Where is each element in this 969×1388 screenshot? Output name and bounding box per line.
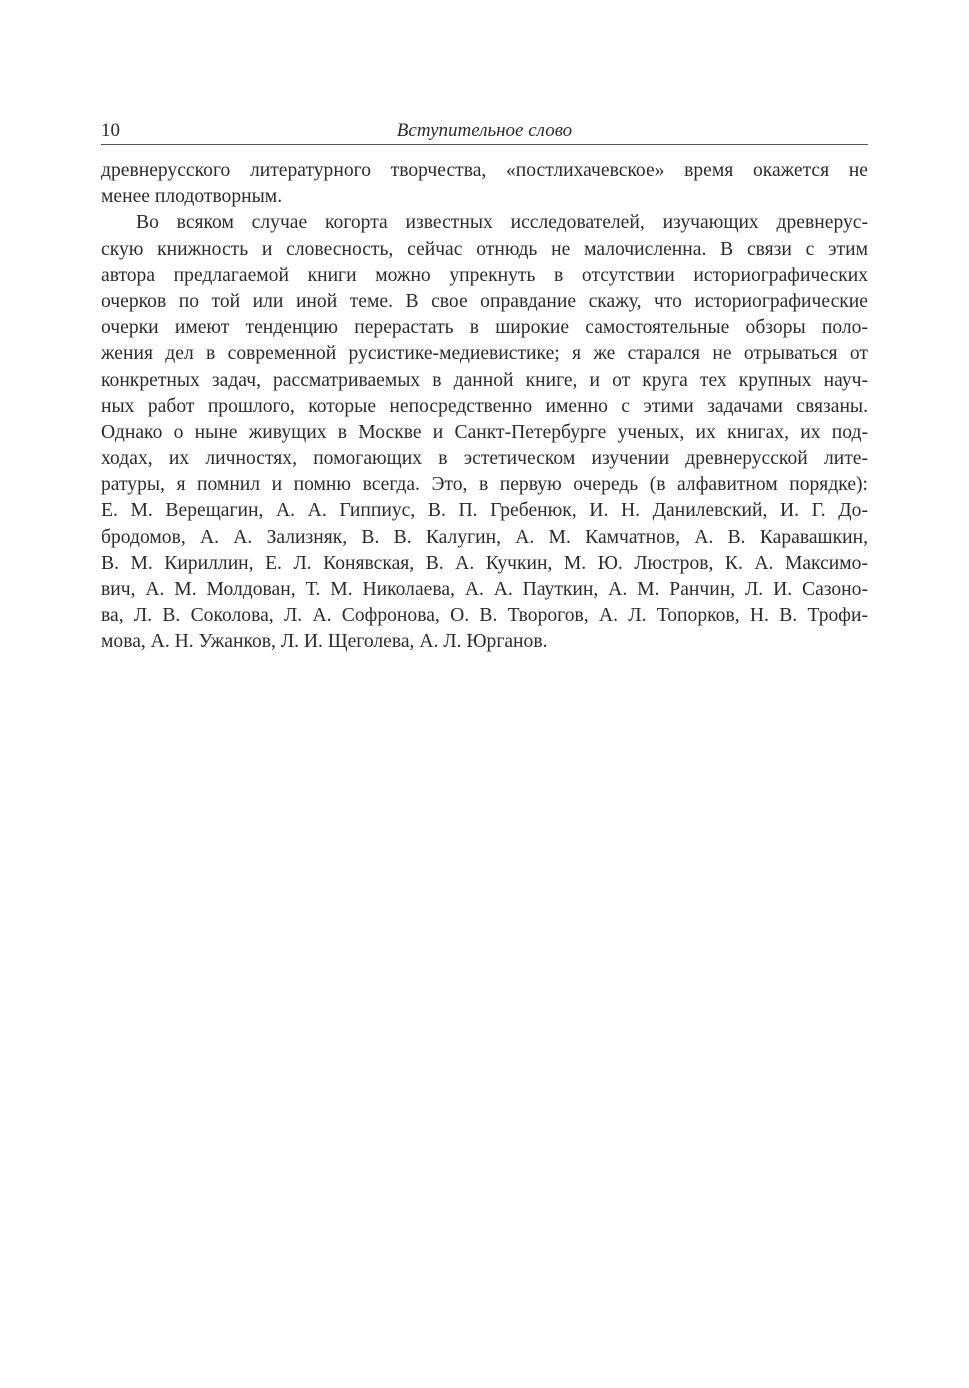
text-line: мова, А. Н. Ужанков, Л. И. Щеголева, А. Л. Юрганов. [101, 631, 548, 653]
text-line: Однако о ныне живущих в Москве и Санкт-Петербурге ученых, их книгах, их под- [101, 421, 868, 443]
running-title: Вступительное слово [396, 120, 573, 141]
book-page [101, 118, 868, 656]
text-line: жения дел в современной русистике-медиевистике; я же старался не отрываться от [101, 343, 868, 365]
paragraph-1 [101, 158, 868, 210]
text-line: ных работ прошлого, которые непосредственно именно с этими задачами связаны. [101, 395, 868, 417]
text-line: ва, Л. В. Соколова, Л. А. Софронова, О. В. Творогов, А. Л. Топорков, Н. В. Трофи- [101, 605, 868, 627]
text-line: ратуры, я помнил и помню всегда. Это, в первую очередь (в алфавитном порядке): [101, 474, 868, 496]
text-line: очерки имеют тенденцию перерастать в широкие самостоятельные обзоры поло- [101, 317, 868, 339]
page-number: 10 [101, 120, 120, 141]
text-line: бродомов, А. А. Зализняк, В. В. Калугин, А. М. Камчатнов, А. В. Каравашкин, [101, 526, 868, 548]
text-line: скую книжность и словесность, сейчас отнюдь не малочисленна. В связи с этим [101, 238, 868, 260]
text-line: Е. М. Верещагин, А. А. Гиппиус, В. П. Гребенюк, И. Н. Данилевский, И. Г. До- [101, 500, 868, 522]
text-line: древнерусского литературного творчества, «постлихачевское» время окажется не [101, 160, 868, 181]
running-header [101, 118, 868, 145]
text-line: вич, А. М. Молдован, Т. М. Николаева, А. А. Пауткин, А. М. Ранчин, Л. И. Сазоно- [101, 579, 868, 600]
body-text [101, 158, 868, 656]
text-line: Во всяком случае когорта известных исследователей, изучающих древнерус- [136, 212, 868, 234]
text-line: В. М. Кириллин, Е. Л. Конявская, В. А. Кучкин, М. Ю. Люстров, К. А. Максимо- [101, 552, 868, 574]
text-line: ходах, их личностях, помогающих в эстетическом изучении древнерусской лите- [101, 448, 868, 470]
text-line: конкретных задач, рассматриваемых в данной книге, и от круга тех крупных науч- [101, 369, 868, 391]
text-line: автора предлагаемой книги можно упрекнуть в отсутствии историографических [101, 264, 868, 286]
paragraph-2 [101, 210, 868, 655]
text-line: очерков по той или иной теме. В свое оправдание скажу, что историографические [101, 290, 868, 312]
text-line: менее плодотворным. [101, 186, 283, 208]
